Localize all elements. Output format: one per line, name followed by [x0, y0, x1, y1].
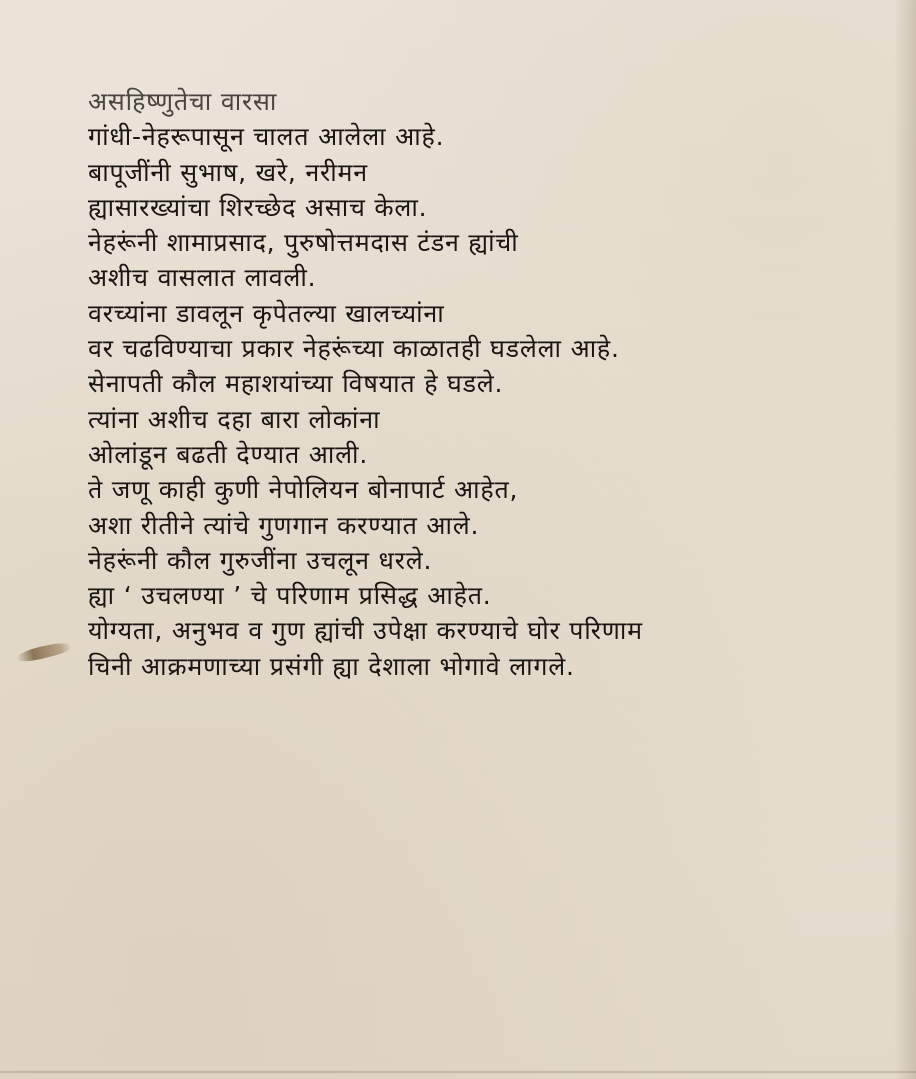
poem-line-10: त्यांना अशीच दहा बारा लोकांना: [88, 404, 381, 434]
poem-line-7: वरच्यांना डावलून कृपेतल्या खालच्यांना: [88, 298, 445, 328]
poem-line-15: ह्या ‘ उचलण्या ’ चे परिणाम प्रसिद्ध आहेत.: [88, 581, 492, 611]
paper-stain: [15, 639, 72, 664]
poem-line-12: ते जणू काही कुणी नेपोलियन बोनापार्ट आहेत,: [88, 475, 519, 505]
poem-line-5: नेहरूंनी शामाप्रसाद, पुरुषोत्तमदास टंडन ह्यांची: [88, 228, 519, 258]
poem-text-block: [88, 84, 878, 684]
poem-line-17: चिनी आक्रमणाच्या प्रसंगी ह्या देशाला भोगावे लागले.: [88, 651, 575, 681]
poem-line-1: असहिष्णुतेचा वारसा: [88, 87, 278, 116]
page-bottom-edge: [0, 1071, 916, 1073]
poem-line-9: सेनापती कौल महाशयांच्या विषयात हे घडले.: [88, 369, 504, 399]
poem-line-16: योग्यता, अनुभव व गुण ह्यांची उपेक्षा करण्याचे घोर परिणाम: [88, 616, 643, 646]
poem-line-4: ह्यासारख्यांचा शिरच्छेद असाच केला.: [88, 192, 428, 222]
poem-line-2: गांधी-नेहरूपासून चालत आलेला आहे.: [88, 122, 445, 152]
poem-line-11: ओलांडून बढती देण्यात आली.: [88, 439, 369, 469]
poem-line-3: बापूजींनी सुभाष, खरे, नरीमन: [88, 157, 368, 187]
poem-line-13: अशा रीतीने त्यांचे गुणगान करण्यात आले.: [88, 510, 480, 540]
poem-line-8: वर चढविण्याचा प्रकार नेहरूंच्या काळातही घडलेला आहे.: [88, 334, 620, 364]
page-edge-shadow: [894, 0, 916, 1079]
poem-line-14: नेहरूंनी कौल गुरुजींना उचलून धरले.: [88, 545, 433, 575]
poem-line-6: अशीच वासलात लावली.: [88, 263, 317, 293]
